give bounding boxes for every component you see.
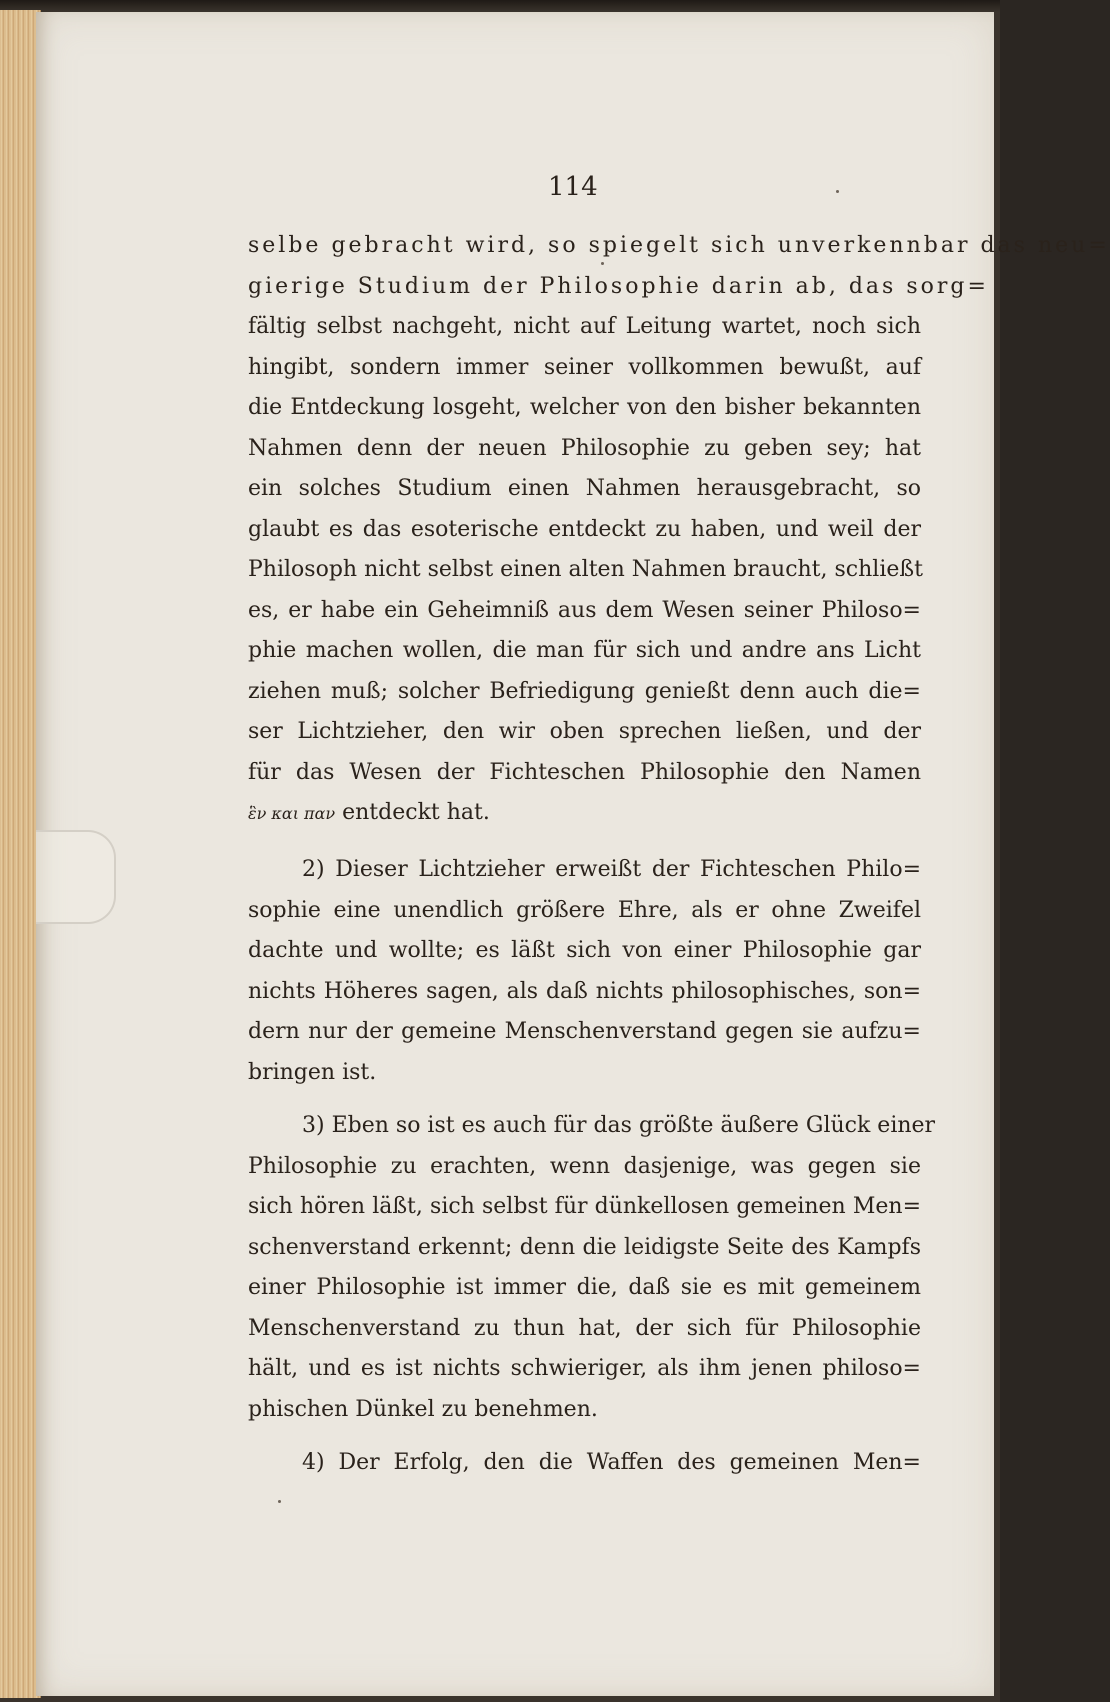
paper-speck xyxy=(278,1500,281,1503)
text-line: glaubt es das esoterische entdeckt zu haben, und weil der xyxy=(248,517,921,542)
text-line: sophie eine unendlich größere Ehre, als er ohne Zweifel xyxy=(248,898,921,923)
text-line: schenverstand erkennt; denn die leidigste Seite des Kampfs xyxy=(248,1235,921,1260)
text-line: ser Lichtzieher, den wir oben sprechen ließen, und der xyxy=(248,719,921,744)
page-tab-mark xyxy=(36,830,116,924)
text-line: gierige Studium der Philosophie darin ab, das sorg= xyxy=(248,274,989,299)
text-line: ziehen muß; solcher Befriedigung genießt denn auch die= xyxy=(248,679,921,704)
text-line: Philosophie zu erachten, wenn dasjenige, was gegen sie xyxy=(248,1154,921,1179)
text-line: fältig selbst nachgeht, nicht auf Leitung wartet, noch sich xyxy=(248,314,921,339)
text-line: hingibt, sondern immer seiner vollkommen bewußt, auf xyxy=(248,355,921,380)
top-shadow xyxy=(0,0,1000,12)
text-line: einer Philosophie ist immer die, daß sie es mit gemeinem xyxy=(248,1275,921,1300)
paper-speck xyxy=(601,262,604,265)
text-line: phischen Dünkel zu benehmen. xyxy=(248,1397,598,1422)
text-line: Philosoph nicht selbst einen alten Nahmen braucht, schließt xyxy=(248,557,923,582)
text-line: die Entdeckung losgeht, welcher von den bisher bekannten xyxy=(248,395,921,420)
text-line: ein solches Studium einen Nahmen herausgebracht, so xyxy=(248,476,921,501)
greek-phrase: ἓν και παν xyxy=(248,804,336,823)
text-line: hält, und es ist nichts schwieriger, als ihm jenen philoso= xyxy=(248,1356,921,1381)
paper-speck xyxy=(836,190,839,193)
text-line: 4) Der Erfolg, den die Waffen des gemeinen Men= xyxy=(302,1450,921,1475)
text-line xyxy=(248,793,921,833)
text-line: phie machen wollen, die man für sich und andre ans Licht xyxy=(248,638,921,663)
greek-line-tail: entdeckt hat. xyxy=(342,800,490,825)
text-line: nichts Höheres sagen, als daß nichts philosophisches, son= xyxy=(248,979,921,1004)
text-line: sich hören läßt, sich selbst für dünkellosen gemeinen Men= xyxy=(248,1194,921,1219)
page-number: 114 xyxy=(548,172,598,202)
text-line: 3) Eben so ist es auch für das größte äußere Glück einer xyxy=(302,1113,936,1138)
text-line: es, er habe ein Geheimniß aus dem Wesen seiner Philoso= xyxy=(248,598,921,623)
text-line: Nahmen denn der neuen Philosophie zu geben sey; hat xyxy=(248,436,921,461)
text-line: Menschenverstand zu thun hat, der sich für Philosophie xyxy=(248,1316,921,1341)
text-line: bringen ist. xyxy=(248,1060,377,1085)
page-edges xyxy=(0,10,41,1698)
text-line: dachte und wollte; es läßt sich von einer Philosophie gar xyxy=(248,938,921,963)
text-line: selbe gebracht wird, so spiegelt sich unverkennbar das neu= xyxy=(248,233,1110,258)
text-line: dern nur der gemeine Menschenverstand gegen sie aufzu= xyxy=(248,1019,921,1044)
text-line: 2) Dieser Lichtzieher erweißt der Fichteschen Philo= xyxy=(302,857,921,882)
text-line: für das Wesen der Fichteschen Philosophie den Namen xyxy=(248,760,921,785)
